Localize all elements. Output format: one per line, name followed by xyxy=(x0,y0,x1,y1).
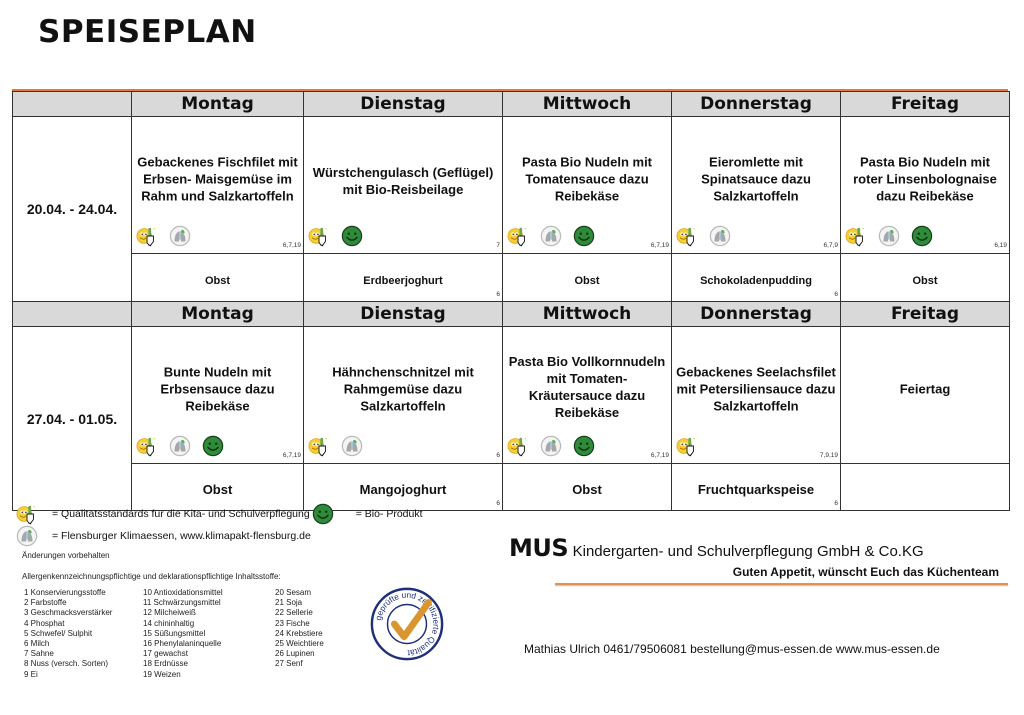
day-header: Montag xyxy=(132,92,304,117)
meal-cell xyxy=(132,327,304,464)
menu-table xyxy=(12,91,1010,511)
meal-icons xyxy=(676,435,698,457)
dish-name: Gebackenes Fischfilet mit Erbsen- Maisgemüse im Rahm und Salzkartoffeln xyxy=(137,154,298,204)
company-full-name: Kindergarten- und Schulverpflegung GmbH & Co.KG xyxy=(572,543,924,560)
dessert-name: Fruchtquarkspeise xyxy=(697,482,815,497)
allergen-item: 1 Konservierungsstoffe xyxy=(24,588,106,597)
day-header: Freitag xyxy=(841,92,1010,117)
bio-smiley-icon xyxy=(573,435,595,457)
dessert-allergen-codes: 6 xyxy=(834,291,838,298)
dish-name: Hähnchenschnitzel mit Rahmgemüse dazu Salzkartoffeln xyxy=(332,364,474,414)
allergen-item: 19 Weizen xyxy=(143,669,181,679)
bio-smiley-icon xyxy=(312,503,334,525)
allergen-item: 27 Senf xyxy=(275,659,303,669)
day-header-row xyxy=(13,302,1010,327)
quality-smiley-icon xyxy=(308,435,330,457)
allergen-codes: 6,7,19 xyxy=(650,452,669,459)
dessert-allergen-codes: 6 xyxy=(496,500,500,507)
allergen-item: 17 gewachst xyxy=(143,649,188,659)
header-blank-cell xyxy=(13,302,132,327)
dish-name: Gebackenes Seelachsfilet mit Petersiliensauce dazu Salzkartoffeln xyxy=(676,364,836,414)
footer-accent-line xyxy=(555,583,1008,585)
allergen-item: 23 Fische xyxy=(275,618,310,628)
allergen-item: 2 Farbstoffe xyxy=(24,598,67,608)
meal-cell xyxy=(132,117,304,254)
day-header-row xyxy=(13,92,1010,117)
dessert-allergen-codes: 6 xyxy=(496,291,500,298)
dish-name: Pasta Bio Nudeln mit roter Linsenbolognaise dazu Reibekäse xyxy=(853,154,997,204)
allergen-codes: 6,7,19 xyxy=(282,242,301,249)
allergen-item: 15 Süßungsmittel xyxy=(143,628,206,638)
allergen-heading: Allergenkennzeichnungspflichtige und deklarationspflichtige Inhaltsstoffe: xyxy=(22,572,281,581)
allergen-codes: 7 xyxy=(496,242,500,249)
meal-icons xyxy=(136,435,224,457)
legend xyxy=(16,503,423,547)
meal-cell xyxy=(841,327,1010,464)
allergen-codes: 6,19 xyxy=(994,242,1007,249)
quality-seal-logo xyxy=(368,585,446,663)
allergen-item: 16 Phenylalaninquelle xyxy=(143,639,222,649)
klima-icon xyxy=(169,435,191,457)
dish-name: Bunte Nudeln mit Erbsensauce dazu Reibekäse xyxy=(160,364,275,414)
meal-icons xyxy=(676,225,731,247)
allergen-item: 8 Nuss (versch. Sorten) xyxy=(24,659,109,669)
week-range: 20.04. - 24.04. xyxy=(13,117,132,302)
dessert-name: Obst xyxy=(204,274,231,287)
allergen-item: 6 Milch xyxy=(24,639,50,649)
dessert-name: Schokoladenpudding xyxy=(700,274,812,287)
quality-smiley-icon xyxy=(136,225,158,247)
allergen-codes: 6,7,19 xyxy=(650,242,669,249)
quality-smiley-icon xyxy=(507,435,529,457)
allergen-column xyxy=(24,588,112,680)
meal-icons xyxy=(507,225,595,247)
bio-smiley-icon xyxy=(573,225,595,247)
day-header: Mittwoch xyxy=(503,92,672,117)
quality-smiley-icon xyxy=(308,225,330,247)
klima-icon xyxy=(709,225,731,247)
meal-cell xyxy=(304,117,503,254)
allergen-item: 24 Krebstiere xyxy=(275,628,323,638)
allergen-column xyxy=(143,588,223,680)
company-brand: MUS xyxy=(509,534,569,562)
contact-info: Mathias Ulrich 0461/79506081 bestellung@mus-essen.de www.mus-essen.de xyxy=(524,642,940,656)
dish-row xyxy=(13,117,1010,254)
notice: Änderungen vorbehalten xyxy=(22,551,110,560)
meal-cell xyxy=(304,327,503,464)
dessert-cell xyxy=(672,254,841,302)
meal-cell xyxy=(672,327,841,464)
allergen-codes: 6,7,9 xyxy=(823,242,838,249)
meal-cell xyxy=(672,117,841,254)
allergen-item: 3 Geschmacksverstärker xyxy=(24,608,113,618)
dessert-cell xyxy=(132,254,304,302)
legend-bio: = Bio- Produkt xyxy=(355,508,423,520)
quality-smiley-icon xyxy=(16,503,38,525)
legend-quality: = Qualitätsstandards für die Kita- und Schulverpflegung xyxy=(52,508,310,520)
allergen-item: 11 Schwärzungsmittel xyxy=(143,598,221,608)
allergen-item: 22 Sellerie xyxy=(275,608,313,618)
week-range: 27.04. - 01.05. xyxy=(13,327,132,511)
allergen-item: 25 Weichtiere xyxy=(275,639,324,649)
allergen-item: 9 Ei xyxy=(24,669,38,679)
dish-row xyxy=(13,327,1010,464)
klima-icon xyxy=(341,435,363,457)
quality-smiley-icon xyxy=(507,225,529,247)
header-blank-cell xyxy=(13,92,132,117)
allergen-codes: 6 xyxy=(496,452,500,459)
allergen-item: 14 chininhaltig xyxy=(143,618,195,628)
dish-name: Pasta Bio Vollkornnudeln mit Tomaten- Kräutersauce dazu Reibekäse xyxy=(508,353,666,420)
meal-cell xyxy=(841,117,1010,254)
seal-text: geprüfte und zertifizierte Qualität xyxy=(373,590,441,658)
allergen-item: 26 Lupinen xyxy=(275,649,315,659)
klima-icon xyxy=(169,225,191,247)
allergen-item: 10 Antioxidationsmittel xyxy=(143,588,223,597)
quality-smiley-icon xyxy=(845,225,867,247)
dish-name: Würstchengulasch (Geflügel) mit Bio-Reisbeilage xyxy=(312,164,494,197)
meal-icons xyxy=(136,225,191,247)
dessert-name: Obst xyxy=(572,482,602,497)
klima-icon xyxy=(540,225,562,247)
allergen-item: 20 Sesam xyxy=(275,588,312,597)
day-header: Dienstag xyxy=(304,92,503,117)
dessert-cell xyxy=(841,254,1010,302)
legend-klima: = Flensburger Klimaessen, www.klimapakt-flensburg.de xyxy=(52,530,311,542)
dessert-allergen-codes: 6 xyxy=(834,500,838,507)
meal-icons xyxy=(507,435,595,457)
day-header: Montag xyxy=(132,302,304,327)
dessert-name: Erdbeerjoghurt xyxy=(363,274,443,287)
klima-icon xyxy=(16,525,38,547)
dessert-cell xyxy=(503,464,672,511)
dessert-name: Obst xyxy=(912,274,938,287)
allergen-item: 5 Schwefel/ Sulphit xyxy=(24,628,93,638)
bio-smiley-icon xyxy=(202,435,224,457)
meal-icons xyxy=(308,225,363,247)
dessert-cell xyxy=(841,464,1010,511)
dessert-cell xyxy=(304,254,503,302)
allergen-item: 18 Erdnüsse xyxy=(143,659,188,669)
quality-smiley-icon xyxy=(136,435,158,457)
klima-icon xyxy=(878,225,900,247)
meal-icons xyxy=(845,225,933,247)
day-header: Mittwoch xyxy=(503,302,672,327)
day-header: Freitag xyxy=(841,302,1010,327)
page-title: SPEISEPLAN xyxy=(38,14,257,50)
dish-name: Feiertag xyxy=(899,381,951,397)
bio-smiley-icon xyxy=(341,225,363,247)
dish-name: Pasta Bio Nudeln mit Tomatensauce dazu Reibekäse xyxy=(521,154,653,204)
dish-name: Eieromlette mit Spinatsauce dazu Salzkartoffeln xyxy=(701,154,811,204)
greeting: Guten Appetit, wünscht Euch das Küchenteam xyxy=(732,565,999,579)
day-header: Dienstag xyxy=(304,302,503,327)
quality-smiley-icon xyxy=(676,225,698,247)
klima-icon xyxy=(540,435,562,457)
meal-cell xyxy=(503,117,672,254)
allergen-column xyxy=(275,588,324,670)
dessert-cell xyxy=(503,254,672,302)
day-header: Donnerstag xyxy=(672,92,841,117)
allergen-codes: 6,7,19 xyxy=(282,452,301,459)
dessert-cell xyxy=(672,464,841,511)
day-header: Donnerstag xyxy=(672,302,841,327)
company-name xyxy=(509,534,924,562)
allergen-codes: 7,9,19 xyxy=(819,452,838,459)
allergen-item: 7 Sahne xyxy=(24,649,54,659)
dessert-name: Obst xyxy=(574,274,600,287)
allergen-item: 4 Phosphat xyxy=(24,618,65,628)
dessert-name: Mangojoghurt xyxy=(359,482,447,497)
quality-smiley-icon xyxy=(676,435,698,457)
meal-icons xyxy=(308,435,363,457)
dessert-name: Obst xyxy=(202,482,233,497)
allergen-item: 12 Milcheiweiß xyxy=(143,608,196,618)
allergen-item: 21 Soja xyxy=(275,598,303,608)
bio-smiley-icon xyxy=(911,225,933,247)
meal-cell xyxy=(503,327,672,464)
dessert-row xyxy=(13,254,1010,302)
